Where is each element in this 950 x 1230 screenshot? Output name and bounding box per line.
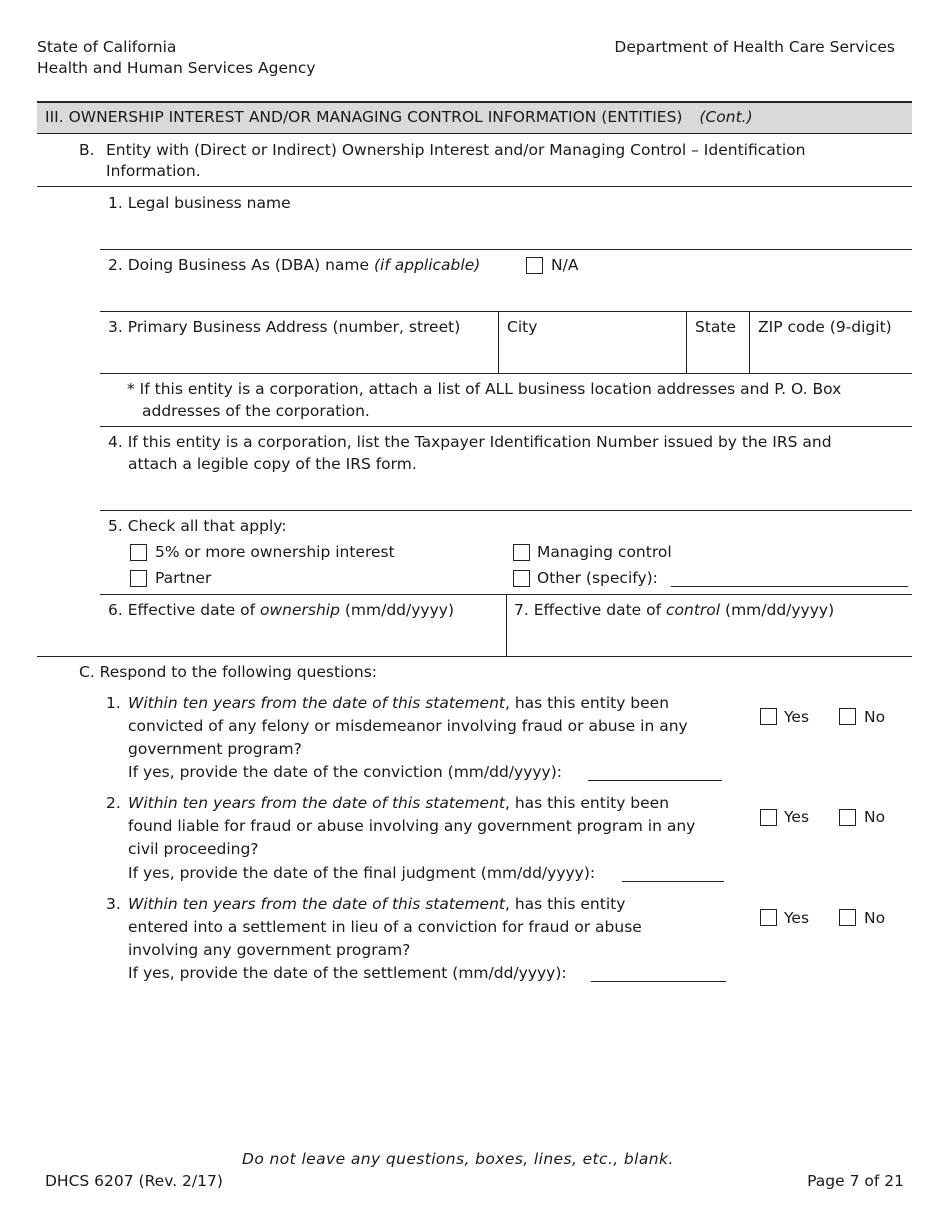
q2-dba-italic: (if applicable) bbox=[374, 256, 481, 274]
other-checkbox[interactable] bbox=[513, 570, 530, 587]
divider bbox=[37, 656, 912, 657]
q6-text: 6. Effective date of bbox=[108, 601, 261, 619]
q6-italic: ownership bbox=[260, 601, 340, 619]
c-question-2-line4: If yes, provide the date of the final judgment (mm/dd/yyyy): bbox=[128, 864, 596, 882]
c-question-3-italic: Within ten years from the date of this statement bbox=[128, 895, 505, 913]
c-question-2-line1 bbox=[128, 794, 669, 812]
partB-title-line1: Entity with (Direct or Indirect) Ownership Interest and/or Managing Control – Identification bbox=[106, 141, 806, 159]
c-question-3-rest: , has this entity bbox=[505, 895, 626, 913]
partner-checkbox[interactable] bbox=[130, 570, 147, 587]
divider bbox=[749, 311, 750, 374]
q6-suffix: (mm/dd/yyyy) bbox=[339, 601, 454, 619]
q3-city-label: City bbox=[507, 318, 538, 336]
tin-field[interactable] bbox=[100, 478, 910, 508]
city-field[interactable] bbox=[500, 340, 684, 372]
ownership-interest-checkbox[interactable] bbox=[130, 544, 147, 561]
divider bbox=[498, 311, 499, 374]
q7-control-date-label bbox=[514, 601, 834, 619]
q2-yes-checkbox[interactable] bbox=[760, 809, 777, 826]
corporation-note-line2: addresses of the corporation. bbox=[142, 402, 370, 420]
state-field[interactable] bbox=[688, 340, 747, 372]
q1-no-checkbox[interactable] bbox=[839, 708, 856, 725]
q1-legal-business-name-label: 1. Legal business name bbox=[108, 194, 291, 212]
c-question-2-line2: found liable for fraud or abuse involving any government program in any bbox=[128, 817, 696, 835]
legal-business-name-field[interactable] bbox=[100, 214, 910, 248]
q7-italic: control bbox=[666, 601, 721, 619]
dba-name-field[interactable] bbox=[100, 278, 910, 310]
managing-control-checkbox[interactable] bbox=[513, 544, 530, 561]
footer-form-id: DHCS 6207 (Rev. 2/17) bbox=[45, 1172, 223, 1190]
settlement-date-field[interactable] bbox=[591, 981, 726, 982]
q3-yes-label: Yes bbox=[784, 909, 810, 927]
q4-tin-line1: 4. If this entity is a corporation, list the Taxpayer Identification Number issued by the IRS and bbox=[108, 433, 832, 451]
managing-control-label: Managing control bbox=[537, 543, 672, 561]
q3-no-label: No bbox=[864, 909, 886, 927]
q6-ownership-date-label bbox=[108, 601, 454, 619]
c-question-3-line1 bbox=[128, 895, 625, 913]
divider bbox=[100, 311, 912, 312]
q3-state-label: State bbox=[695, 318, 737, 336]
ownership-interest-label: 5% or more ownership interest bbox=[155, 543, 395, 561]
divider bbox=[506, 594, 507, 657]
dba-na-checkbox[interactable] bbox=[526, 257, 543, 274]
address-field[interactable] bbox=[102, 340, 496, 372]
partB-title-line2: Information. bbox=[106, 162, 201, 180]
divider bbox=[37, 186, 912, 187]
c-question-3-line3: involving any government program? bbox=[128, 941, 411, 959]
q1-yes-label: Yes bbox=[784, 708, 810, 726]
divider bbox=[686, 311, 687, 374]
other-label: Other (specify): bbox=[537, 569, 658, 587]
q7-suffix: (mm/dd/yyyy) bbox=[720, 601, 835, 619]
partner-label: Partner bbox=[155, 569, 212, 587]
header-agency: Health and Human Services Agency bbox=[37, 59, 316, 77]
zip-field[interactable] bbox=[751, 340, 910, 372]
q2-no-label: No bbox=[864, 808, 886, 826]
q2-yes-label: Yes bbox=[784, 808, 810, 826]
corporation-note-line1: * If this entity is a corporation, attach a list of ALL business location addresses and P. O. Box bbox=[127, 380, 842, 398]
divider bbox=[100, 249, 912, 250]
divider bbox=[100, 510, 912, 511]
c-question-1-line3: government program? bbox=[128, 740, 302, 758]
other-specify-field[interactable] bbox=[671, 586, 908, 587]
q3-zip-label: ZIP code (9-digit) bbox=[758, 318, 892, 336]
q2-no-checkbox[interactable] bbox=[839, 809, 856, 826]
footer-notice: Do not leave any questions, boxes, lines, etc., blank. bbox=[242, 1150, 674, 1168]
c-question-1-italic: Within ten years from the date of this statement bbox=[128, 694, 505, 712]
dba-na-label: N/A bbox=[551, 256, 579, 274]
footer-page-number: Page 7 of 21 bbox=[807, 1172, 904, 1190]
judgment-date-field[interactable] bbox=[622, 881, 724, 882]
divider bbox=[100, 373, 912, 374]
c-question-1-line2: convicted of any felony or misdemeanor involving fraud or abuse in any bbox=[128, 717, 688, 735]
q1-yes-checkbox[interactable] bbox=[760, 708, 777, 725]
c-question-1-line4: If yes, provide the date of the conviction (mm/dd/yyyy): bbox=[128, 763, 562, 781]
c-question-1-rest: , has this entity been bbox=[505, 694, 670, 712]
q4-tin-line2: attach a legible copy of the IRS form. bbox=[128, 455, 417, 473]
ownership-date-field[interactable] bbox=[102, 624, 504, 654]
conviction-date-field[interactable] bbox=[588, 780, 722, 781]
c-question-2-italic: Within ten years from the date of this statement bbox=[128, 794, 505, 812]
c-question-2-num: 2. bbox=[106, 794, 121, 812]
q5-title: 5. Check all that apply: bbox=[108, 517, 287, 535]
c-question-1-num: 1. bbox=[106, 694, 121, 712]
header-state: State of California bbox=[37, 38, 177, 56]
partC-title: C. Respond to the following questions: bbox=[79, 663, 377, 681]
c-question-2-line3: civil proceeding? bbox=[128, 840, 259, 858]
c-question-2-rest: , has this entity been bbox=[505, 794, 670, 812]
q3-yes-checkbox[interactable] bbox=[760, 909, 777, 926]
divider bbox=[100, 426, 912, 427]
q3-address-label: 3. Primary Business Address (number, street) bbox=[108, 318, 461, 336]
c-question-3-num: 3. bbox=[106, 895, 121, 913]
q2-dba-label bbox=[108, 256, 480, 274]
section-title bbox=[45, 108, 753, 126]
c-question-3-line2: entered into a settlement in lieu of a conviction for fraud or abuse bbox=[128, 918, 642, 936]
control-date-field[interactable] bbox=[508, 624, 910, 654]
c-question-3-line4: If yes, provide the date of the settlement (mm/dd/yyyy): bbox=[128, 964, 567, 982]
q3-no-checkbox[interactable] bbox=[839, 909, 856, 926]
c-question-1-line1 bbox=[128, 694, 669, 712]
section-cont: (Cont.) bbox=[699, 108, 753, 126]
header-department: Department of Health Care Services bbox=[614, 38, 895, 56]
q2-dba-text: 2. Doing Business As (DBA) name bbox=[108, 256, 374, 274]
partB-label: B. bbox=[79, 141, 95, 159]
q7-text: 7. Effective date of bbox=[514, 601, 667, 619]
section-title-text: III. OWNERSHIP INTEREST AND/OR MANAGING CONTROL INFORMATION (ENTITIES) bbox=[45, 108, 683, 126]
q1-no-label: No bbox=[864, 708, 886, 726]
